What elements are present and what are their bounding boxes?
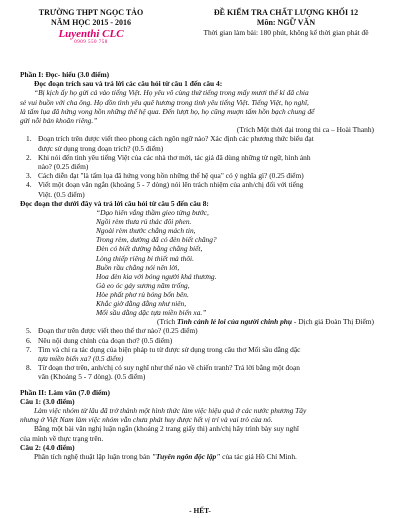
question-number: 4. [26, 180, 32, 190]
question-item [20, 363, 382, 372]
school-year: NĂM HỌC 2015 - 2016 [51, 18, 131, 27]
question-item [20, 134, 382, 143]
poem-line: Gà eo óc gáy sương năm trống, [96, 280, 190, 290]
question-item [20, 190, 382, 199]
question-item [20, 336, 382, 345]
exam-content [20, 68, 382, 461]
question-text: Viết một đoạn văn ngắn (khoảng 5 - 7 dòng) nói lên trách nhiệm của anh/chị đối với tiếng [38, 180, 304, 190]
poem-line: Ngoài rèm thước chẳng mách tin, [96, 226, 196, 236]
source-suffix: - Dịch giả Đoàn Thị Điểm) [292, 317, 374, 327]
passage1-line: gửi nỗi bản khoăn riêng.” [20, 116, 98, 126]
q1-task [20, 424, 382, 442]
poem [20, 208, 382, 317]
q1-line: Làm việc nhóm từ lâu đã trở thành một hình thức làm việc hiệu quả ở các nước phương Tây [34, 406, 307, 415]
exam-subject: Môn: NGỮ VĂN [256, 18, 316, 27]
question-text: tựa miền biển xa? (0.5 điểm) [38, 353, 124, 363]
question-item [20, 345, 382, 354]
passage1-line: “Bị kịch ấy họ gửi cả vào tiếng Việt. Họ yêu vô cùng thứ tiếng trong mấy mươi thế kỉ đã chia [34, 88, 309, 98]
passage1-line: là tấm lụa đã hứng vong hồn những thế hệ qua. Đến lượt họ, họ cũng muợn tấm hồn bạch chung để [20, 106, 315, 116]
questions-5-8 [20, 326, 382, 381]
poem-line: Hoa đèn kia với bóng người khá thương. [96, 271, 217, 281]
poem-line: Khắc giờ đằng đẵng như niên, [96, 298, 187, 308]
question-item [20, 180, 382, 189]
question-number: 2. [26, 152, 32, 162]
poem-line: Ngồi rèm thưa rủ thác đôi phen. [96, 217, 192, 227]
header-right [186, 8, 386, 38]
question-item [20, 354, 382, 363]
question-number: 8. [26, 363, 32, 373]
question-text: Từ đoạn thơ trên, anh/chị có suy nghĩ như thế nào về chiến tranh? Trả lời bằng một đoạn [38, 363, 300, 373]
question-text: Cách diễn đạt "là tấm lụa đã hứng vong hồn những thế hệ qua" có ý nghĩa gì? (0.25 điểm) [38, 171, 304, 181]
question-text: Việt. (0.5 điểm) [38, 189, 85, 199]
end-marker: - HẾT- [189, 506, 211, 515]
source-prefix: (Trích [156, 317, 178, 327]
poem-line: Lòng thiếp riêng bi thiết mà thôi. [96, 253, 194, 263]
question-item [20, 372, 382, 381]
passage1-heading: Đọc đoạn trích sau và trả lời các câu hỏi từ câu 1 đến câu 4: [34, 79, 223, 89]
poem-line: Đèn có biết dường bằng chẳng biết, [96, 244, 203, 254]
q2-prompt [20, 452, 382, 461]
school-name: TRƯỜNG THPT NGỌC TẢO [38, 8, 144, 17]
question-text: Đoạn trích trên được viết theo phong cách ngôn ngữ nào? Xác định các phương thức biểu đạt [38, 134, 314, 144]
question-text: Tìm và chỉ ra tác dụng của biện pháp tu từ được sử dụng trong câu thơ Mối sầu dằng dặc [38, 344, 301, 354]
source-title: Tình cảnh lẻ loi của người chinh phụ [177, 317, 293, 327]
question-item [20, 162, 382, 171]
exam-title: ĐỀ KIỂM TRA CHẤT LƯỢNG KHỐI 12 [213, 8, 359, 17]
brand-logo: Luyenthi CLC [58, 28, 124, 40]
passage1-text [20, 88, 382, 125]
poem-line: Buồn rầu chẳng nói nên lời, [96, 262, 180, 272]
question-number: 7. [26, 344, 32, 354]
part1-title: Phần I: Đọc- hiểu (3.0 điểm) [20, 70, 110, 79]
question-text: Khi nói đến tình yêu tiếng Việt của các nhà thơ mới, tác giả đã dùng những từ ngữ, hình ảnh [38, 152, 311, 162]
question-number: 1. [26, 134, 32, 144]
q1-line: nhưng ở Việt Nam làm việc nhóm vẫn chưa phát huy được hết vị trí và vai trò của nó. [20, 415, 273, 425]
q1-task-line: Bằng một bài văn nghị luận ngắn (khoảng 2 trang giấy thi) anh/chị hãy trình bày suy nghĩ [34, 424, 299, 434]
question-number: 5. [26, 326, 32, 336]
brand-phone: 0909 550 758 [74, 40, 108, 45]
question-number: 6. [26, 335, 32, 345]
poem-line: Trong rèm, dường đã có đèn biết chăng? [96, 235, 217, 245]
q1-task-line: của mình về thực trạng trên. [20, 433, 104, 443]
question-item [20, 171, 382, 180]
q1-title: Câu 1: (3.0 điểm) [20, 396, 75, 406]
passage1-source: (Trích Một thời đại trong thi ca – Hoài Thanh) [236, 125, 374, 135]
questions-1-4 [20, 134, 382, 198]
question-item [20, 144, 382, 153]
q2-title: Câu 2: (4.0 điểm) [20, 442, 75, 452]
question-item [20, 153, 382, 162]
part2-title: Phần II: Làm văn (7.0 điểm) [20, 387, 110, 397]
poem-line: Hòe phất phơ rủ bóng bốn bên. [96, 289, 189, 299]
poem-line: Mối sầu dằng dặc tựa miền biển xa.” [96, 308, 207, 318]
question-number: 3. [26, 171, 32, 181]
q2-suffix: của tác giả Hồ Chí Minh. [220, 452, 297, 462]
q2-work-title: "Tuyên ngôn độc lập" [151, 452, 221, 462]
question-text: được sử dụng trong đoạn trích? (0.5 điểm) [38, 143, 164, 153]
q2-prefix: Phân tích nghệ thuật lập luận trong bản [34, 452, 152, 462]
header-left [16, 8, 166, 46]
question-text: nào? (0.25 điểm) [38, 162, 89, 172]
question-text: Đoạn thơ trên được viết theo thể thơ nào? (0.25 điểm) [38, 326, 198, 336]
exam-time: Thời gian làm bài: 180 phút, không kể thời gian phát đề [203, 28, 369, 37]
passage1-line: sẻ vui buồn với cha ông. Họ dồn tình yêu quê hương trong tình yêu tiếng Việt. Tiếng Việt, họ nghĩ, [20, 97, 309, 107]
poem-line: “Dạo hiên vắng thầm gieo từng bước, [96, 208, 209, 218]
passage2-source [20, 317, 382, 326]
question-text: Nêu nội dung chính của đoạn thơ? (0.5 điểm) [38, 335, 173, 345]
question-item [20, 326, 382, 335]
q1-prompt [20, 406, 382, 424]
question-text: văn (Khoảng 5 - 7 dòng). (0.5 điểm) [38, 372, 146, 382]
passage2-heading: Đọc đoạn thơ dưới đây và trả lời câu hỏi từ câu 5 đến câu 8: [20, 198, 209, 208]
